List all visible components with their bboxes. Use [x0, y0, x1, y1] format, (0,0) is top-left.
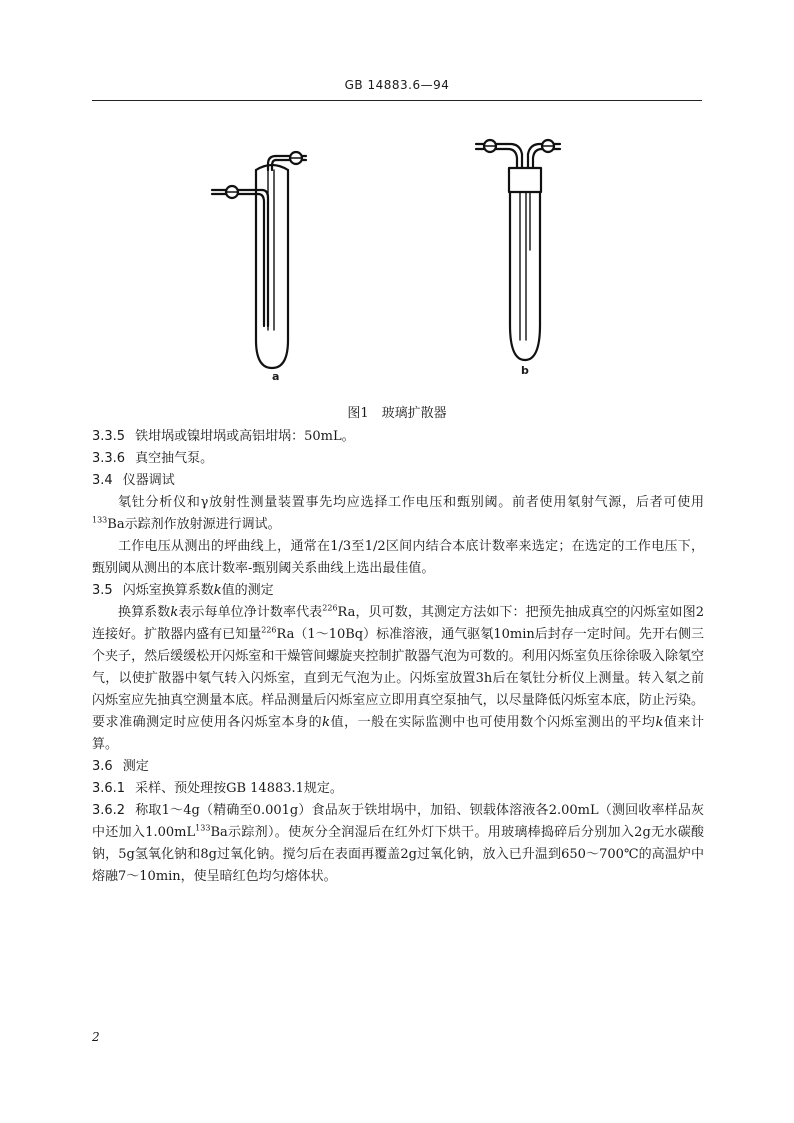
section-number: 3.3.6: [92, 451, 126, 466]
subfigure-label-a: a: [272, 370, 280, 383]
diffuser-b-drawing: [0, 130, 794, 390]
section-text: 铁坩埚或镍坩埚或高铝坩埚：50mL。: [135, 429, 355, 444]
section-3-6: [92, 756, 704, 778]
section-number: 3.6: [92, 759, 113, 774]
section-number: 3.3.5: [92, 429, 126, 444]
figure-caption: 图1 玻璃扩散器: [347, 406, 447, 421]
paragraph-3-5: 换算系数k表示每单位净计数率代表$^{226}$Ra，贝可数，其测定方法如下：把预先抽成真空的闪烁室如图2连接好。扩散器内盛有已知量$^{226}$Ra（1～10Bq）标准溶液，通气驱氡10min后封存一定时间。先开右侧三个夹子，然后缓缓松开闪烁室和干燥管间螺旋夹控制扩散器气泡为可数的。利用闪烁室负压徐徐吸入除氡空气，以使扩散器中氡气转入闪烁室，直到无气泡为止。闪烁室放置3h后在氡钍分析仪上测量。转入氡之前闪烁室应先抽真空测量本底。样品测量后闪烁室应立即用真空泵抽气，以尽量降低闪烁室本底，防止污染。要求准确测定时应使用各闪烁室本身的k值，一般在实际监测中也可使用数个闪烁室测出的平均k值来计算。: [92, 603, 704, 752]
section-3-4: [92, 470, 704, 492]
section-number: 3.6.1: [92, 781, 126, 796]
section-3-6-1: [92, 778, 704, 800]
document-body: [92, 426, 704, 888]
figure-glass-diffuser: [0, 130, 794, 390]
section-text: 采样、预处理按GB 14883.1规定。: [135, 781, 343, 796]
section-number: 3.4: [92, 473, 113, 488]
section-title: 仪器调试: [122, 473, 175, 488]
header-rule: [92, 100, 702, 101]
section-3-5: 3.5 闪烁室换算系数k值的测定: [92, 583, 274, 598]
section-3-3-5: [92, 426, 704, 448]
section-title: 测定: [122, 759, 149, 774]
document-code: GB 14883.6—94: [344, 78, 450, 92]
page-number: 2: [92, 1030, 100, 1044]
subfigure-label-b: b: [521, 364, 529, 377]
paragraph-3-4-b: 工作电压从测出的坪曲线上，通常在1/3至1/2区间内结合本底计数率来选定；在选定的工作电压下，甄别阈从测出的本底计数率-甄别阈关系曲线上选出最佳值。: [92, 539, 704, 576]
section-text: 真空抽气泵。: [135, 451, 214, 466]
section-3-6-2: 3.6.2 称取1～4g（精确至0.001g）食品灰于铁坩埚中，加铅、钡载体溶液各2.00mL（测回收率样品灰中还加入$1.00mL^{133}Ba$示踪剂）。使灰分全润湿后在红外灯下烘干。用玻璃棒捣碎后分别加入2g无水碳酸钠，5g氢氧化钠和8g过氧化钠。搅匀后在表面再覆盖2g过氧化钠，放入已升温到650～700℃的高温炉中熔融7～10min，使呈暗红色均匀熔体状。: [92, 803, 705, 884]
paragraph-3-4-a: 氡钍分析仪和γ放射性测量装置事先均应选择工作电压和甄别阈。前者使用氡射气源，后者可使用$^{133}$Ba示踪剂作放射源进行调试。: [92, 495, 704, 532]
section-3-3-6: [92, 448, 704, 470]
section-number: 3.5: [92, 583, 113, 598]
section-number: 3.6.2: [92, 803, 126, 818]
